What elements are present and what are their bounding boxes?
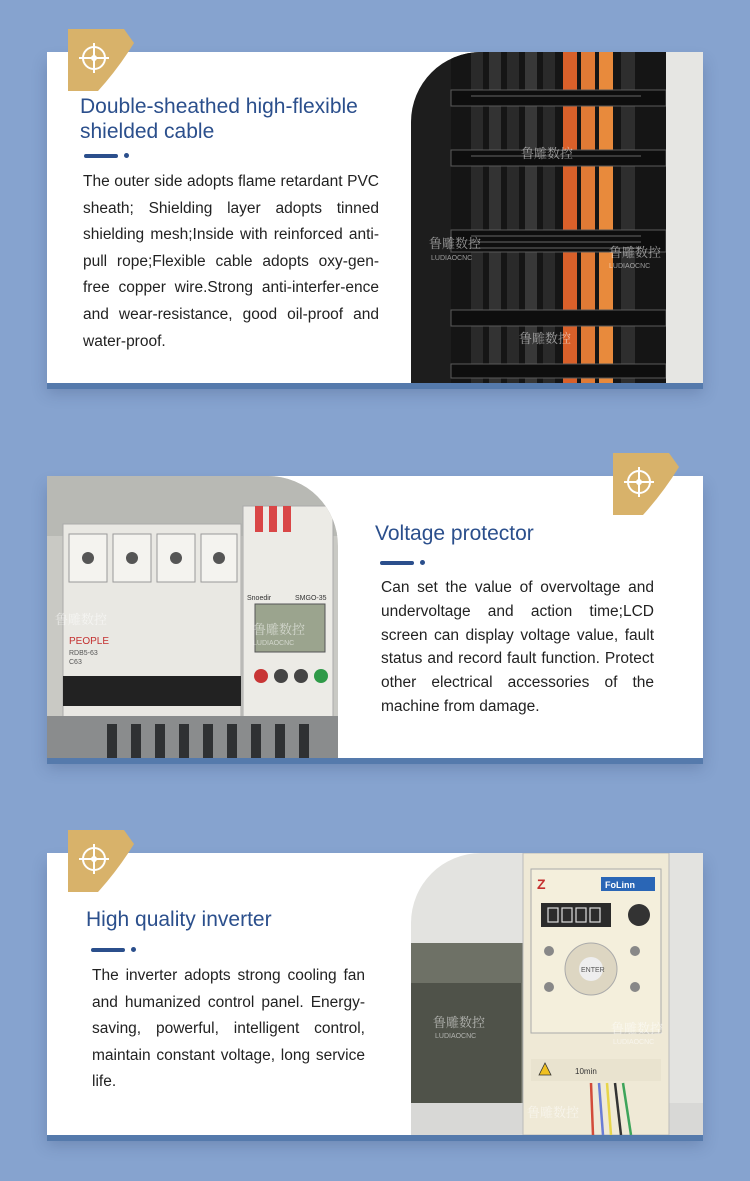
watermark-text: 鲁雕数控 <box>521 146 574 161</box>
voltage-protector-photo <box>47 476 338 758</box>
watermark-text: 鲁雕数控 <box>433 1015 486 1030</box>
watermark-text: 鲁雕数控 <box>519 331 572 346</box>
inverter-photo <box>411 853 703 1135</box>
watermark-text: LUDIAOCNC <box>253 640 295 647</box>
watermark-text: LUDIAOCNC <box>435 1033 477 1040</box>
protector-brand-label: Snoedir <box>247 595 272 602</box>
section-card-voltage-protector <box>47 476 703 758</box>
watermark-text: LUDIAOCNC <box>431 255 473 262</box>
section-title: Double-sheathed high-flexible shielded cable <box>80 95 358 143</box>
title-underline <box>380 560 430 566</box>
watermark-text: 鲁雕数控 <box>55 612 108 627</box>
inverter-enter-label: ENTER <box>581 967 605 974</box>
watermark-text: 鲁雕数控 <box>609 245 662 260</box>
section-title: Voltage protector <box>375 522 534 545</box>
section-card-inverter <box>47 853 703 1135</box>
crosshair-target-icon <box>613 453 679 515</box>
crosshair-target-icon <box>68 29 134 91</box>
section-body: Can set the value of overvoltage and undervoltage and action time;LCD screen can display voltage value, fault status and record fault function. Protect other electrical accessories of the machine from damage. <box>381 579 654 715</box>
watermark-text: LUDIAOCNC <box>613 1039 655 1046</box>
svg-text:Z: Z <box>537 876 546 892</box>
crosshair-target-icon <box>68 830 134 892</box>
inverter-warning-label: 10min <box>575 1067 597 1076</box>
breaker-rating-label: C63 <box>69 659 82 666</box>
title-underline <box>91 947 141 953</box>
cable-drag-chain-photo <box>411 52 703 383</box>
section-card-cable <box>47 52 703 383</box>
inverter-brand-label: FoLinn <box>605 880 635 890</box>
breaker-brand-label: PEOPLE <box>69 636 110 647</box>
watermark-text: 鲁雕数控 <box>527 1105 580 1120</box>
breaker-model-label: RDB5-63 <box>69 650 98 657</box>
protector-model-label: SMGO-35 <box>295 595 327 602</box>
section-body: The outer side adopts flame retardant PVC sheath; Shielding layer adopts tinned shielding mesh;Inside with reinforced anti-pull rope;Flexible cable adopts oxy-gen-free copper wire.Strong anti-interfer-ence and wear-resistance, good oil-proof and water-proof. <box>83 173 379 350</box>
watermark-text: 鲁雕数控 <box>611 1021 664 1036</box>
section-body: The inverter adopts strong cooling fan and humanized control panel. Energy-saving, powerful, intelligent control, maintain constant voltage, long service life. <box>92 967 365 1091</box>
watermark-text: 鲁雕数控 <box>429 236 482 251</box>
watermark-text: 鲁雕数控 <box>253 622 306 637</box>
watermark-text: LUDIAOCNC <box>609 263 651 270</box>
section-title: High quality inverter <box>86 908 272 931</box>
title-underline <box>84 153 134 159</box>
